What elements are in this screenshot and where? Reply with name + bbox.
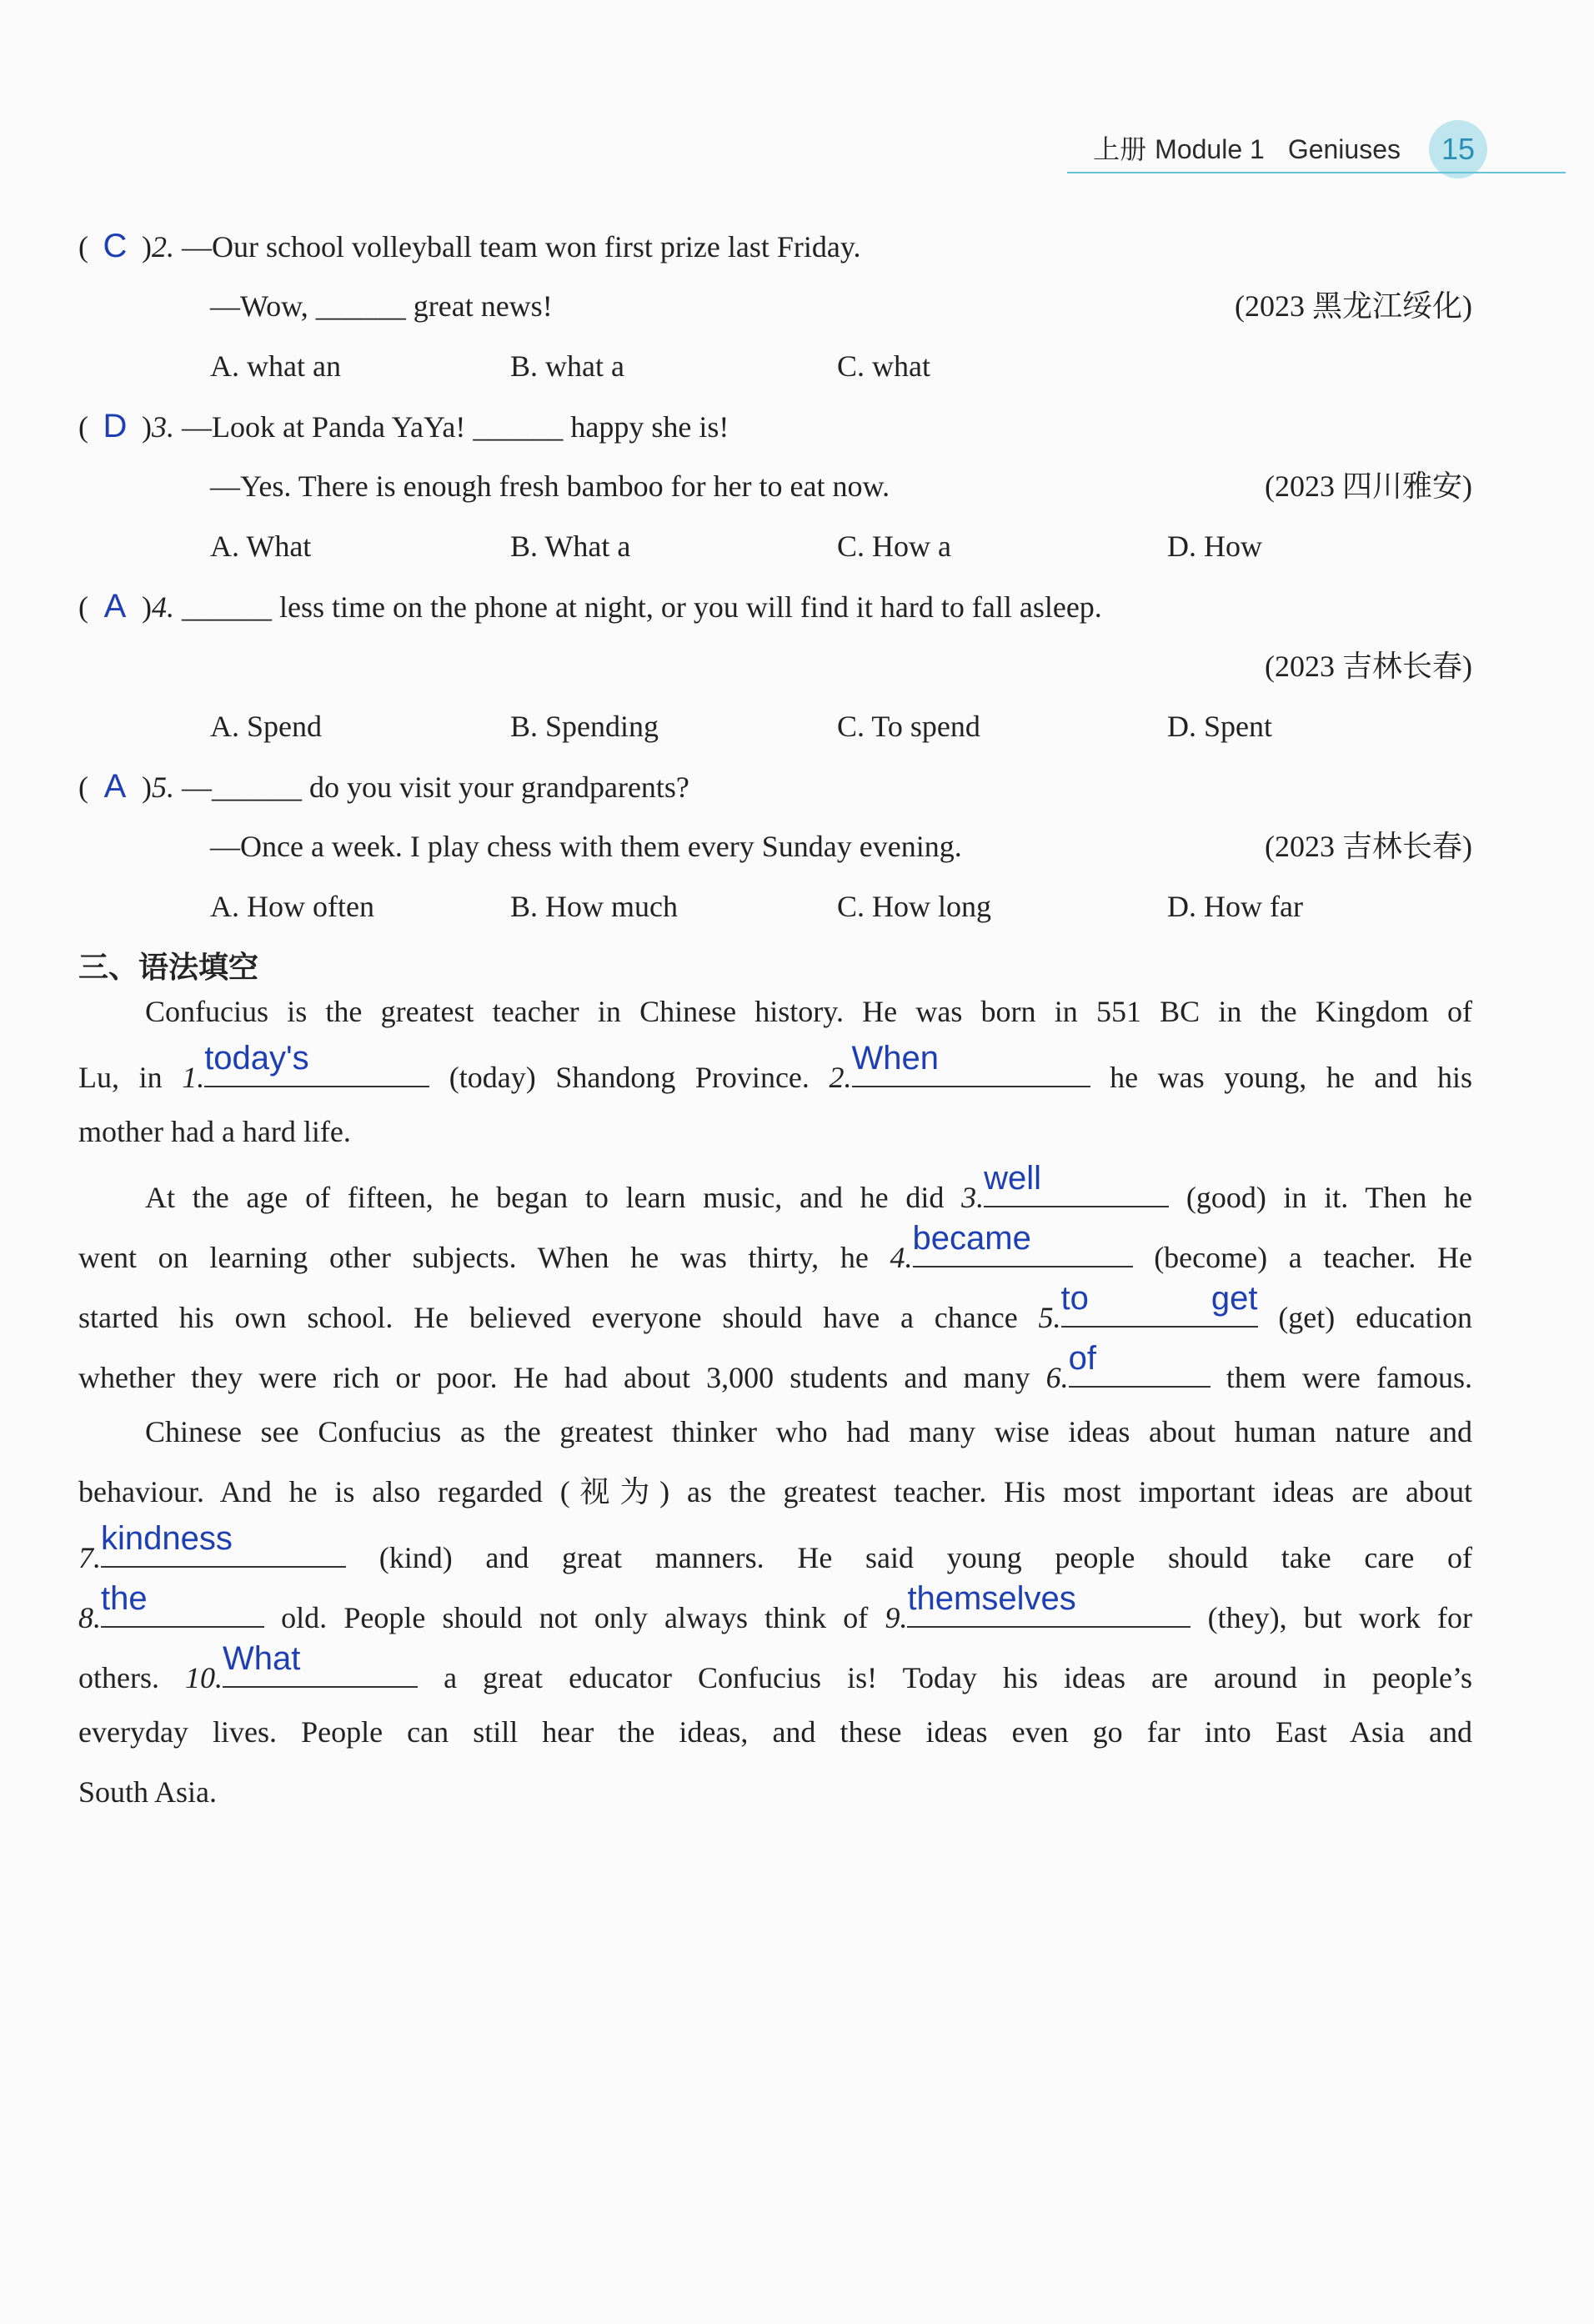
mc-question-3 bbox=[78, 407, 1472, 446]
question-text: —Look at Panda YaYa! ______ happy she is! bbox=[182, 410, 729, 444]
mc-answer: D bbox=[103, 408, 128, 444]
passage-line-2 bbox=[78, 1040, 1472, 1097]
passage-text: At the age of fifteen, he began to learn music, and he did bbox=[145, 1181, 945, 1214]
page-header bbox=[1067, 125, 1566, 175]
blank-number: 9. bbox=[885, 1601, 908, 1634]
passage-text: (good) in it. Then he bbox=[1185, 1181, 1473, 1214]
option-d: D. Spent bbox=[1167, 710, 1272, 743]
mc-answer: C bbox=[103, 228, 128, 264]
passage-line-12 bbox=[78, 1640, 1473, 1697]
question-number: 3. bbox=[152, 410, 174, 444]
passage-text: them were famous. bbox=[1226, 1361, 1473, 1394]
option-b: B. Spending bbox=[510, 710, 659, 743]
passage-line-14 bbox=[78, 1773, 1472, 1811]
blank-number: 10. bbox=[185, 1661, 223, 1694]
option-a: A. what an bbox=[210, 349, 341, 383]
option-c: C. How a bbox=[837, 530, 951, 563]
answer-paren: ( D ) bbox=[78, 408, 152, 444]
answer-paren: ( A ) bbox=[78, 768, 152, 805]
passage-text: everyday lives. People can still hear the ideas, and these ideas even go far into East Asia and bbox=[78, 1715, 1472, 1749]
question-number: 4. bbox=[152, 590, 174, 624]
passage-text: Lu, in bbox=[78, 1061, 163, 1094]
option-a: A. How often bbox=[210, 890, 374, 923]
header-rule bbox=[1067, 172, 1566, 173]
option-c: C. To spend bbox=[837, 710, 980, 743]
question-source: (2023 吉林长春) bbox=[1265, 830, 1472, 863]
mc-question-5 bbox=[78, 767, 1472, 806]
blank-4 bbox=[912, 1220, 1133, 1267]
passage-line-8 bbox=[78, 1413, 1472, 1451]
passage-text: old. People should not only always think of bbox=[281, 1601, 869, 1634]
blank-number: 8. bbox=[78, 1601, 101, 1634]
option-c: C. How long bbox=[837, 890, 992, 923]
mc-question-3-line-2 bbox=[210, 467, 1472, 505]
passage-text: South Asia. bbox=[78, 1775, 218, 1809]
passage-text: others. bbox=[78, 1661, 159, 1694]
passage-text: behaviour. And he is also regarded (视为) as the greatest teacher. His most important ideas are about bbox=[78, 1475, 1472, 1508]
blank-answer: themselves bbox=[907, 1580, 1076, 1617]
mc-question-2-line-2 bbox=[210, 287, 1472, 325]
blank-answer: well bbox=[984, 1160, 1042, 1197]
option-b: B. What a bbox=[510, 530, 631, 563]
question-text: —Our school volleyball team won first prize last Friday. bbox=[182, 230, 861, 264]
header-module: Module 1 bbox=[1155, 134, 1265, 164]
blank-number: 2. bbox=[829, 1061, 852, 1094]
blank-7 bbox=[101, 1520, 346, 1568]
passage-line-4 bbox=[78, 1160, 1473, 1217]
question-text: —Once a week. I play chess with them every Sunday evening. bbox=[210, 830, 962, 863]
passage-line-11 bbox=[78, 1580, 1473, 1637]
question-source: (2023 吉林长春) bbox=[1265, 650, 1472, 683]
question-text: —Wow, ______ great news! bbox=[210, 289, 553, 323]
blank-number: 5. bbox=[1038, 1301, 1061, 1334]
question-text: —Yes. There is enough fresh bamboo for her to eat now. bbox=[210, 469, 890, 503]
option-d: D. How far bbox=[1167, 890, 1303, 923]
mc-answer: A bbox=[103, 768, 127, 805]
question-number: 2. bbox=[152, 230, 174, 264]
option-c: C. what bbox=[837, 349, 930, 383]
passage-line-1 bbox=[78, 992, 1472, 1031]
passage-line-3 bbox=[78, 1112, 1472, 1151]
header-volume: 上册 bbox=[1093, 134, 1147, 164]
blank-answer: What bbox=[223, 1640, 301, 1677]
passage-text: (they), but work for bbox=[1207, 1601, 1473, 1634]
passage-text: Confucius is the greatest teacher in Chinese history. He was born in 551 BC in the Kingdom of bbox=[145, 995, 1472, 1028]
option-a: A. Spend bbox=[210, 710, 322, 743]
blank-number: 7. bbox=[78, 1541, 101, 1574]
blank-5 bbox=[1060, 1280, 1258, 1328]
passage-line-5 bbox=[78, 1220, 1472, 1277]
blank-answer: of bbox=[1068, 1340, 1097, 1377]
blank-answer: today's bbox=[204, 1040, 309, 1077]
mc-question-2 bbox=[78, 227, 1472, 266]
question-number: 5. bbox=[152, 770, 174, 804]
blank-number: 4. bbox=[890, 1241, 913, 1274]
blank-answer: kindness bbox=[101, 1520, 233, 1557]
blank-6 bbox=[1068, 1340, 1211, 1388]
blank-answer: the bbox=[101, 1580, 148, 1617]
passage-line-6 bbox=[78, 1280, 1473, 1337]
blank-answer: became bbox=[912, 1220, 1031, 1257]
answer-paren: ( A ) bbox=[78, 588, 152, 625]
blank-answer: When bbox=[851, 1040, 939, 1077]
passage-text: a great educator Confucius is! Today his ideas are around in people’s bbox=[444, 1661, 1473, 1694]
passage-text: (get) education bbox=[1278, 1301, 1473, 1334]
blank-number: 3. bbox=[961, 1181, 985, 1214]
page-number-badge: 15 bbox=[1429, 120, 1487, 178]
header-title: Geniuses bbox=[1287, 134, 1401, 164]
question-source: (2023 四川雅安) bbox=[1265, 469, 1472, 503]
passage-text: (become) a teacher. He bbox=[1154, 1241, 1472, 1274]
blank-answer: to get bbox=[1060, 1280, 1258, 1317]
passage-text: went on learning other subjects. When he was thirty, he bbox=[78, 1241, 869, 1274]
question-text: ______ less time on the phone at night, or you will find it hard to fall asleep. bbox=[182, 590, 1102, 624]
blank-8 bbox=[101, 1580, 264, 1628]
passage-line-9 bbox=[78, 1473, 1472, 1511]
option-d: D. How bbox=[1167, 530, 1262, 563]
passage-text: mother had a hard life. bbox=[78, 1115, 351, 1148]
blank-2 bbox=[851, 1040, 1090, 1087]
question-text: —______ do you visit your grandparents? bbox=[182, 770, 689, 804]
option-a: A. What bbox=[210, 530, 312, 563]
blank-9 bbox=[907, 1580, 1190, 1628]
passage-text: (today) Shandong Province. bbox=[449, 1061, 810, 1094]
question-source: (2023 黑龙江绥化) bbox=[1235, 289, 1472, 323]
passage-text: started his own school. He believed everyone should have a chance bbox=[78, 1301, 1018, 1334]
passage-line-13 bbox=[78, 1713, 1472, 1751]
option-b: B. How much bbox=[510, 890, 678, 923]
header-text bbox=[1085, 128, 1401, 167]
mc-question-4 bbox=[78, 587, 1472, 626]
blank-number: 1. bbox=[182, 1061, 205, 1094]
mc-answer: A bbox=[103, 588, 127, 625]
passage-text: Chinese see Confucius as the greatest thinker who had many wise ideas about human nature and bbox=[145, 1415, 1472, 1448]
passage-line-7 bbox=[78, 1340, 1473, 1397]
blank-3 bbox=[984, 1160, 1169, 1207]
passage-text: whether they were rich or poor. He had about 3,000 students and many bbox=[78, 1361, 1030, 1394]
section-title: 三、语法填空 bbox=[78, 951, 259, 985]
option-b: B. what a bbox=[510, 349, 624, 383]
passage-line-10 bbox=[78, 1520, 1473, 1577]
mc-question-5-line-2 bbox=[210, 827, 1472, 866]
passage-text: he was young, he and his bbox=[1110, 1061, 1472, 1094]
blank-number: 6. bbox=[1045, 1361, 1069, 1394]
blank-1 bbox=[204, 1040, 429, 1087]
passage-text: (kind) and great manners. He said young people should take care of bbox=[378, 1541, 1473, 1574]
answer-paren: ( C ) bbox=[78, 228, 152, 264]
blank-10 bbox=[223, 1640, 418, 1688]
